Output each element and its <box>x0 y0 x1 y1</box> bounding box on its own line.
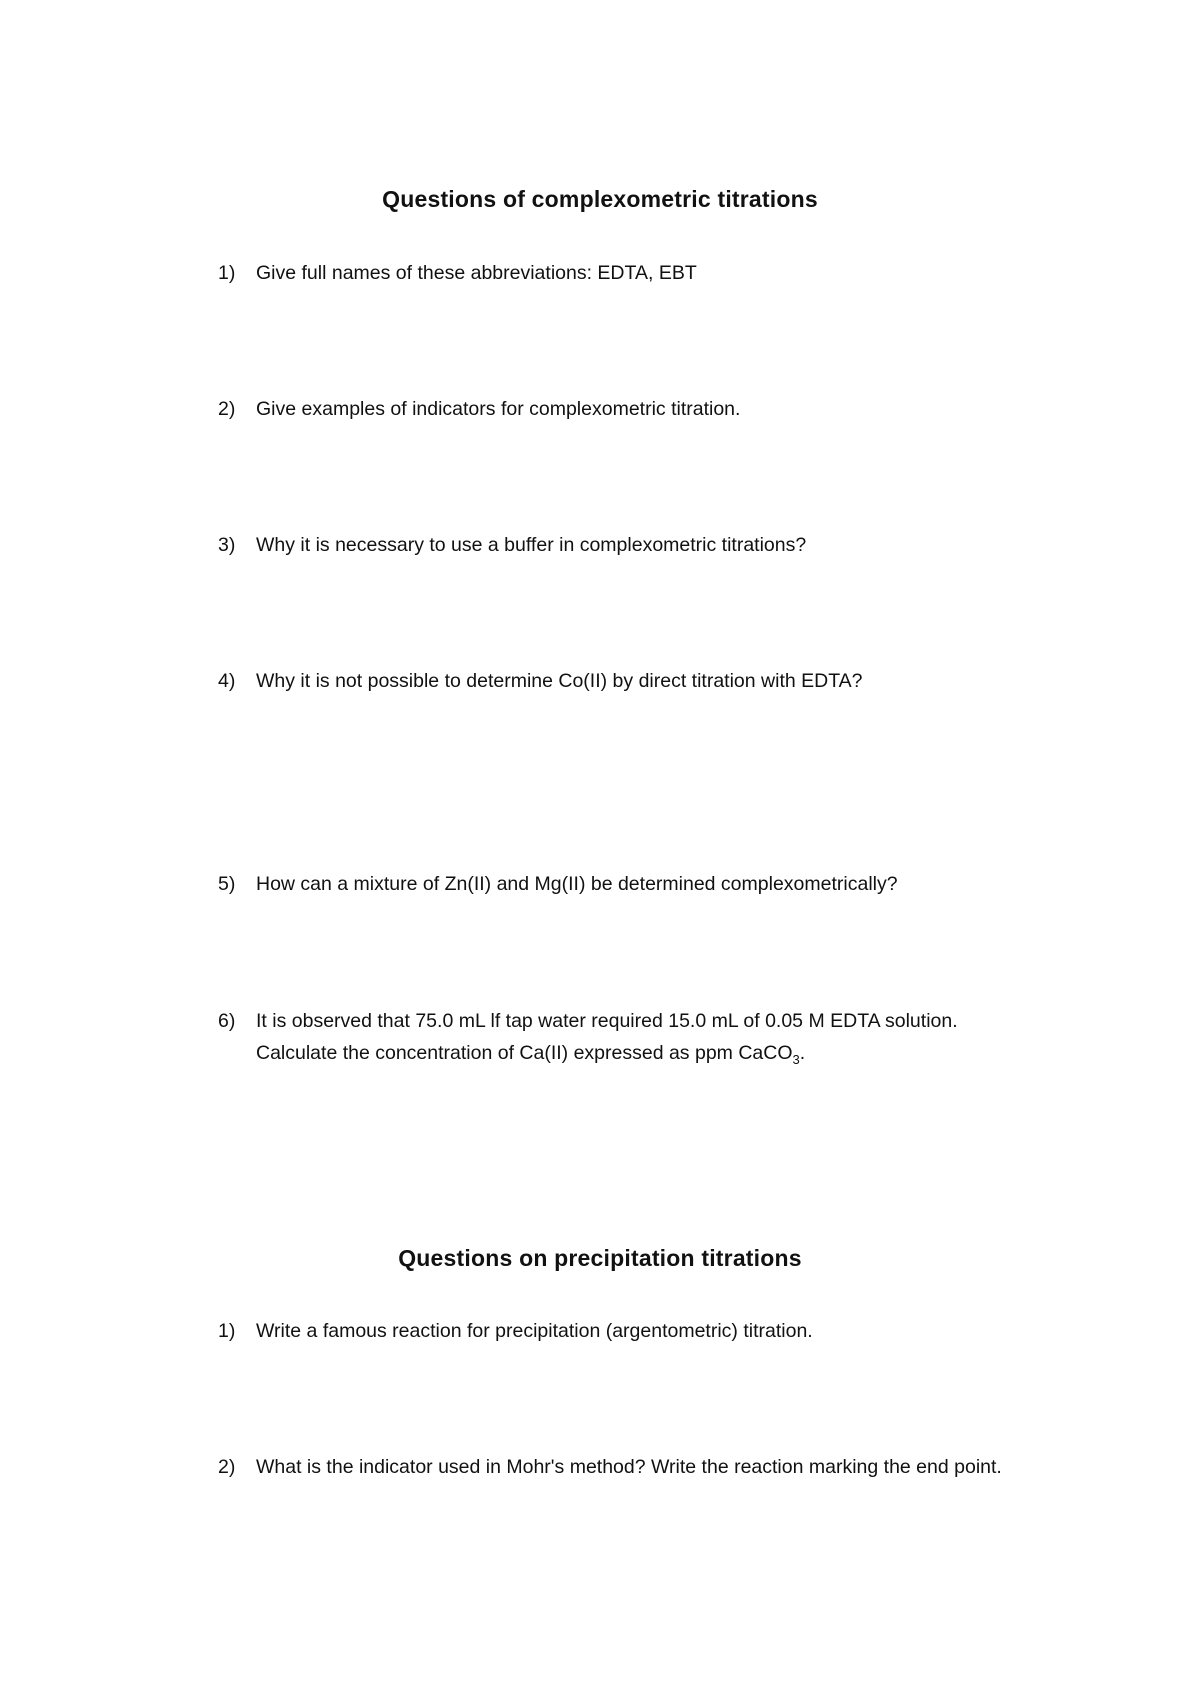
question-number: 4) <box>218 670 236 692</box>
question-text: Give examples of indicators for complexometric titration. <box>256 398 741 420</box>
question-text: How can a mixture of Zn(II) and Mg(II) be determined complexometrically? <box>256 873 898 895</box>
question-number: 2) <box>218 398 236 420</box>
question-text: Write a famous reaction for precipitation (argentometric) titration. <box>256 1320 813 1342</box>
question-item <box>218 1005 1038 1069</box>
section-title-precipitation: Questions on precipitation titrations <box>398 1245 802 1271</box>
question-item <box>218 393 1038 425</box>
question-item <box>218 868 1038 900</box>
question-text: Why it is not possible to determine Co(II) by direct titration with EDTA? <box>256 670 863 692</box>
question-number: 2) <box>218 1456 236 1478</box>
question-item <box>218 529 1038 561</box>
question-text: What is the indicator used in Mohr's method? Write the reaction marking the end point. <box>256 1456 1002 1478</box>
question-number: 1) <box>218 1320 236 1342</box>
question-text-line2-end: . <box>799 1042 806 1064</box>
question-item <box>218 1315 1038 1347</box>
question-text: Why it is necessary to use a buffer in complexometric titrations? <box>256 534 807 556</box>
question-text <box>256 1005 1038 1069</box>
question-item <box>218 257 1038 289</box>
question-number: 5) <box>218 873 236 895</box>
question-text-line1: It is observed that 75.0 mL lf tap water required 15.0 mL of 0.05 M EDTA solution. <box>256 1010 958 1032</box>
subscript-3: 3 <box>792 1051 800 1067</box>
question-number: 6) <box>218 1010 236 1032</box>
question-number: 1) <box>218 262 236 284</box>
question-text: Give full names of these abbreviations: EDTA, EBT <box>256 262 697 284</box>
question-text-line2: Calculate the concentration of Ca(II) expressed as ppm CaCO <box>256 1042 793 1064</box>
question-item <box>218 1451 1038 1483</box>
question-item <box>218 665 1038 697</box>
section-title-complexometric: Questions of complexometric titrations <box>382 186 818 212</box>
question-number: 3) <box>218 534 236 556</box>
